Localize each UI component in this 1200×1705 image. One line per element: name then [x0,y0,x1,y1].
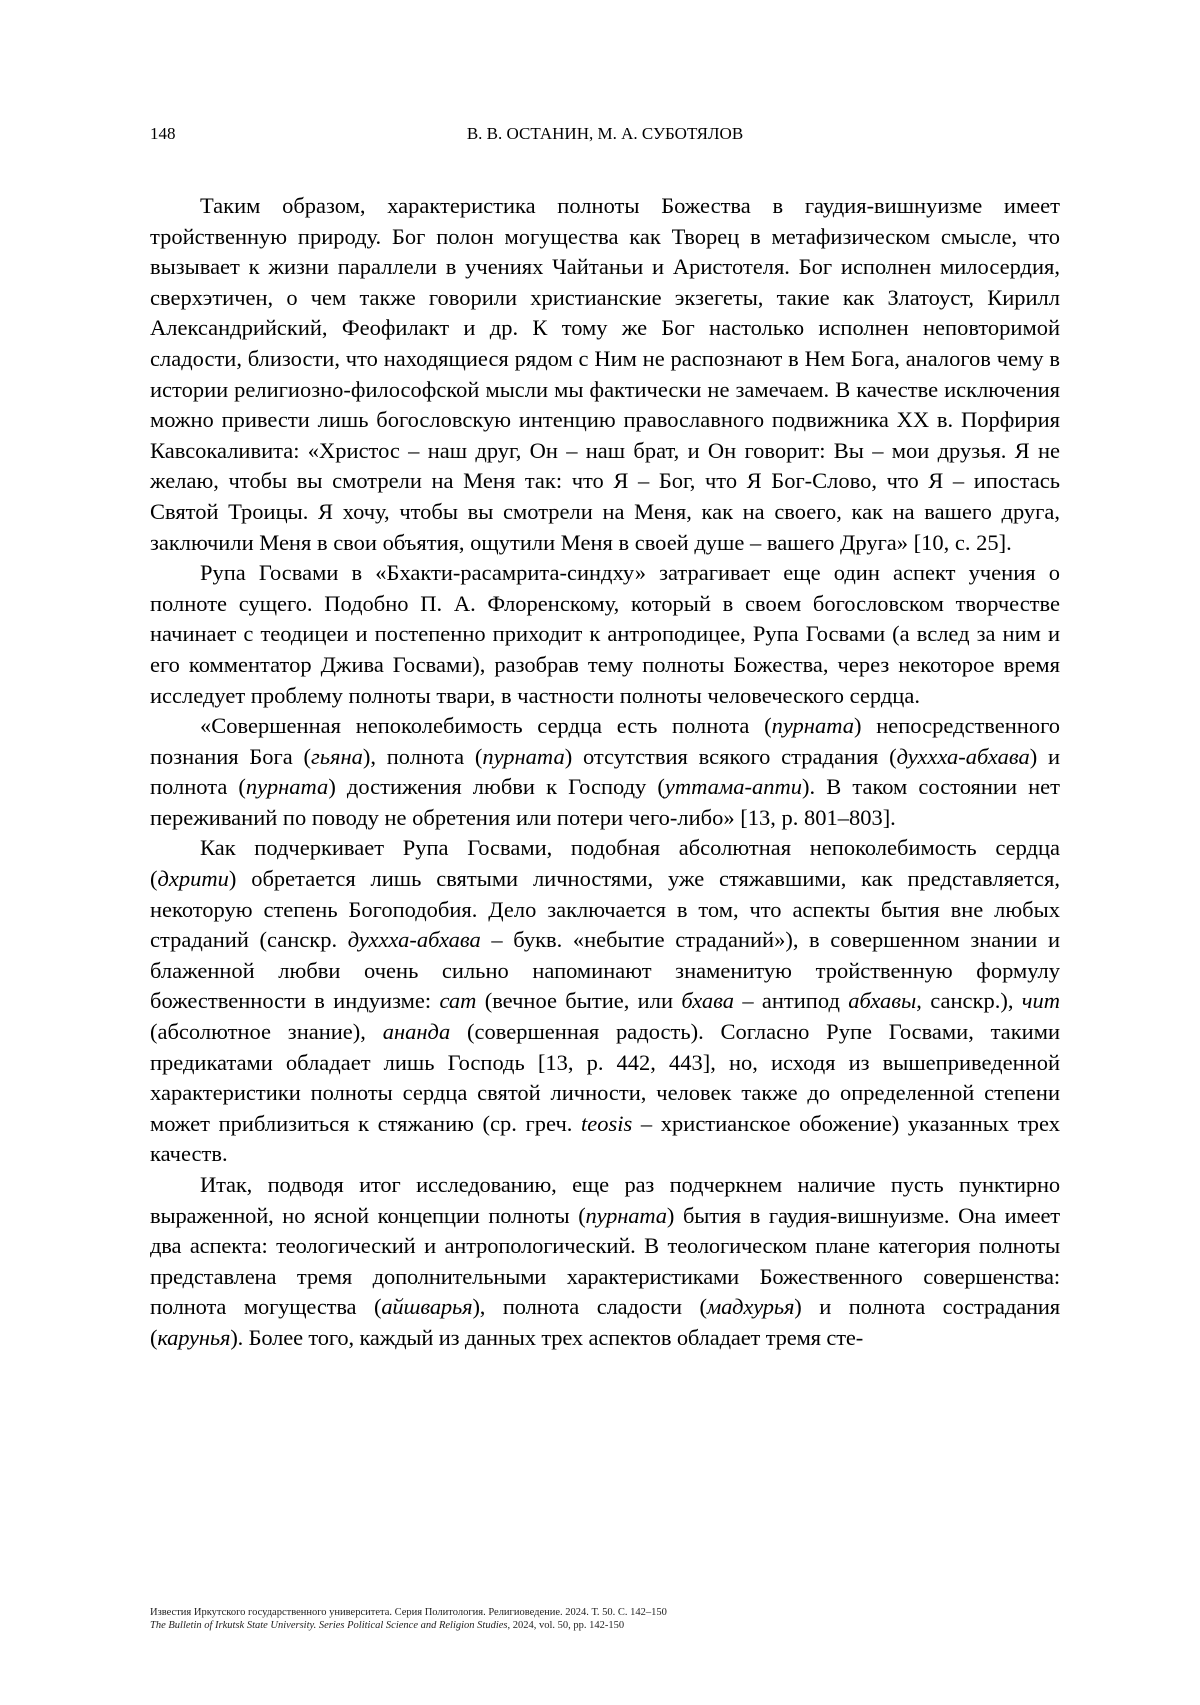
italic-term: пурната [771,713,854,739]
text-run: ) отсутствия всякого страдания ( [564,743,897,769]
text-run: ), полнота ( [362,743,483,769]
italic-term: сат [439,988,477,1014]
text-run: – христианское обожение) указанных трех качеств. [150,1110,1060,1167]
footer-citation-ru: Известия Иркутского государственного университета. Серия Политология. Религиоведение. 2024. Т. 50. С. 142–150 [150,1607,667,1618]
journal-footer [150,1606,1060,1632]
text-run: ) достижения любви к Господу ( [328,774,665,800]
paragraph [150,1170,1060,1354]
text-run: Как подчеркивает Рупа Госвами, подобная абсолютная непоколебимость сердца ( [150,835,1060,892]
text-run: ) и полнота сострадания ( [150,1294,1060,1350]
footer-citation-en [150,1619,1060,1632]
page-header [150,124,1060,148]
text-run: Итак, подводя итог исследованию, еще раз подчеркнем наличие пусть пунктирно выраженной, но ясной концепции полноты ( [150,1172,1060,1228]
text-run: ) и полнота ( [150,743,1060,800]
italic-term: абхавы [848,988,917,1014]
italic-term: духхха-абхава [347,927,481,953]
text-run: ). Более того, каждый из данных трех аспектов обладает тремя сте- [230,1324,864,1350]
italic-term: ананда [382,1019,451,1045]
text-run: Таким образом, характеристика полноты Божества в гаудия-вишнуизме имеет тройственную природу. Бог полон могущества как Творец в метафизическом смысле, что вызывает к жизни параллели в учениях Чайтаньи и Аристотеля. Бог исполнен милосердия, сверхэтичен, о чем также говорили христианские экзегеты, такие как Златоуст, Кирилл Александрийский, Феофилакт и др. К тому же Бог настолько исполнен неповторимой сладости, близости, что находящиеся рядом с Ним не распознают в Нем Бога, аналогов чему в истории религиозно-философской мысли мы фактически не замечаем. В качестве исключения можно привести лишь богословскую интенцию православного подвижника XX в. Порфирия Кавсокаливита: «Христос – наш друг, Он – наш брат, и Он говорит: Вы – мои друзья. Я не желаю, чтобы вы смотрели на Меня так: что Я – Бог, что Я Бог-Слово, что Я – ипостась Святой Троицы. Я хочу, чтобы вы смотрели на Меня, как на своего, как на вашего друга, заключили Меня в свои объятия, ощутили Меня в своей душе – вашего Друга» [10, с. 25]. [150,193,1060,555]
text-run: (вечное бытие, или [476,988,682,1014]
italic-term: teosis [581,1110,633,1136]
italic-term: уттама-апти [664,774,802,800]
italic-term: пурната [482,743,565,769]
italic-term: бхава [681,988,734,1014]
paragraph [150,833,1060,1170]
text-run: Рупа Госвами в «Бхакти-расамрита-синдху» затрагивает еще один аспект учения о полноте сущего. Подобно П. А. Флоренскому, который в своем богословском творчестве начинает с теодицеи и постепенно приходит к антроподицее, Рупа Госвами (а вслед за ним и его комментатор Джива Госвами), разобрав тему полноты Божества, через некоторое время исследует проблему полноты твари, в частности полноты человеческого сердца. [150,560,1060,708]
text-run: (абсолютное знание), [150,1019,383,1045]
text-run: ) непосредственного познания Бога ( [150,713,1061,769]
italic-term: пурната [585,1202,667,1228]
footer-citation-en-rest: , 2024, vol. 50, pp. 142-150 [507,1620,625,1631]
italic-term: пурната [245,774,329,800]
article-body [150,191,1060,1354]
text-run: – букв. «небытие страданий»), в совершенном знании и блаженной любви очень сильно напоминают знаменитую тройственную формулу божественности в индуизме: [150,927,1060,1014]
running-title-authors: В. В. ОСТАНИН, М. А. СУБОТЯЛОВ [466,124,744,143]
italic-term: дхрити [157,866,229,892]
italic-term: духхха-абхава [896,743,1030,769]
page-number: 148 [150,124,176,143]
text-run: ), полнота сладости ( [472,1294,707,1320]
italic-term: мадхурья [706,1294,795,1320]
text-run: , санскр.), [916,988,1022,1014]
italic-term: гьяна [311,743,363,769]
paragraph [150,558,1060,711]
italic-term: айшварья [381,1294,473,1320]
paragraph [150,191,1060,558]
text-run: ). В таком состоянии нет переживаний по поводу не обретения или потери чего-либо» [13, p. 801–803]. [150,774,1060,830]
footer-journal-title-en: The Bulletin of Irkutsk State University. Series Political Science and Religion Studies [150,1620,508,1631]
text-run: «Совершенная непоколебимость сердца есть полнота ( [200,713,772,739]
italic-term: карунья [157,1324,231,1350]
italic-term: чит [1021,988,1061,1014]
text-run: ) бытия в гаудия-вишнуизме. Она имеет два аспекта: теологический и антропологический. В теологическом плане категория полноты представлена тремя дополнительными характеристиками Божественного совершенства: полнота могущества ( [150,1202,1060,1320]
text-run: – антипод [734,988,849,1014]
text-run: (совершенная радость). Согласно Рупе Госвами, такими предикатами обладает лишь Господь [13, p. 442, 443], но, исходя из вышеприведенной характеристики полноты сердца святой личности, человек также до определенной степени может приблизиться к стяжанию (ср. греч. [150,1019,1060,1136]
text-run: ) обретается лишь святыми личностями, уже стяжавшими, как представляется, некоторую степень Богоподобия. Дело заключается в том, что аспекты бытия вне любых страданий (санскр. [150,866,1060,953]
paragraph [150,711,1060,833]
